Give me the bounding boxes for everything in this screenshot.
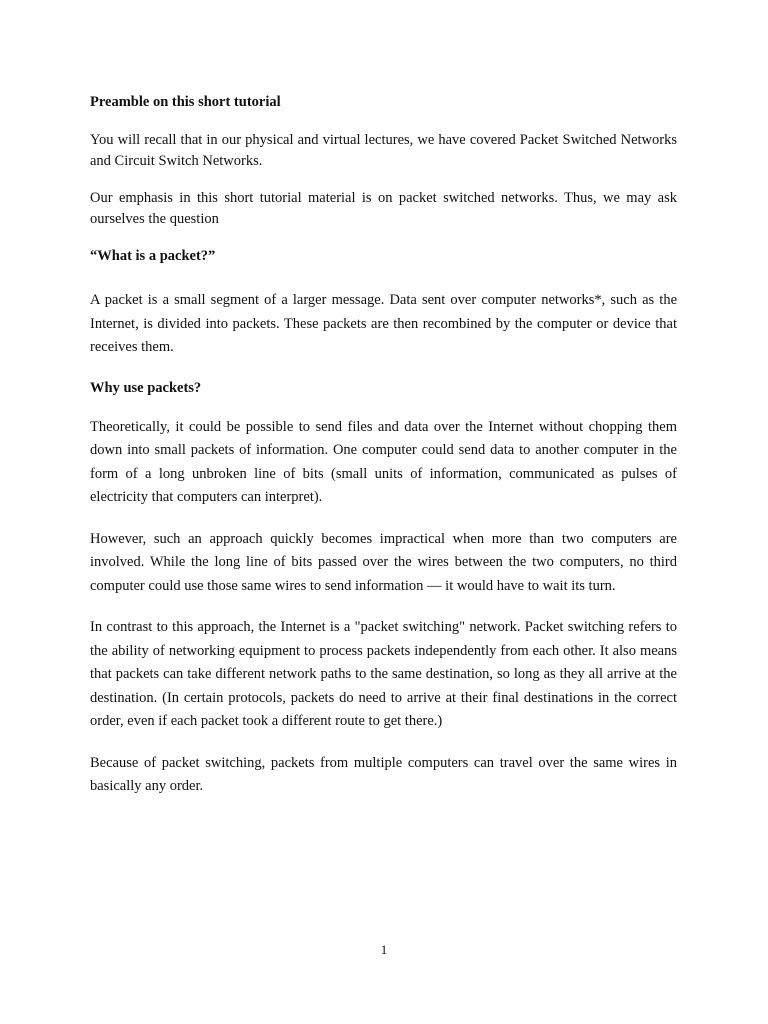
page-number: 1 <box>380 942 388 957</box>
paragraph-emphasis: Our emphasis in this short tutorial material is on packet switched networks. Thus, we may ask ourselves the question <box>90 190 677 227</box>
paragraph-recall: You will recall that in our physical and virtual lectures, we have covered Packet Switched Networks and Circuit Switch Networks. <box>90 132 677 169</box>
paragraph-packet-switching: In contrast to this approach, the Internet is a "packet switching" network. Packet switching refers to the ability of networking equipment to process packets independently from each other. It also means that packets can take different network paths to the same destination, so long as they all arrive at the destination. (In certain protocols, packets do need to arrive at their final destinations in the correct order, even if each packet took a different route to get there.) <box>90 619 677 729</box>
document-body <box>90 92 677 817</box>
why-packets-heading: Why use packets? <box>90 379 202 396</box>
paragraph-however: However, such an approach quickly becomes impractical when more than two computers are involved. While the long line of bits passed over the wires between the two computers, no third computer could use those same wires to send information — it would have to wait its turn. <box>90 530 677 594</box>
paragraph-packet-definition: A packet is a small segment of a larger message. Data sent over computer networks*, such as the Internet, is divided into packets. These packets are then recombined by the computer or device that receives them. <box>90 292 677 355</box>
document-title: Preamble on this short tutorial <box>90 94 281 110</box>
question-heading: “What is a packet?” <box>90 248 216 264</box>
paragraph-because: Because of packet switching, packets from multiple computers can travel over the same wires in basically any order. <box>90 754 677 794</box>
paragraph-theoretically: Theoretically, it could be possible to send files and data over the Internet without chopping them down into small packets of information. One computer could send data to another computer in the form of a long unbroken line of bits (small units of information, communicated as pulses of electricity that computers can interpret). <box>90 418 677 505</box>
